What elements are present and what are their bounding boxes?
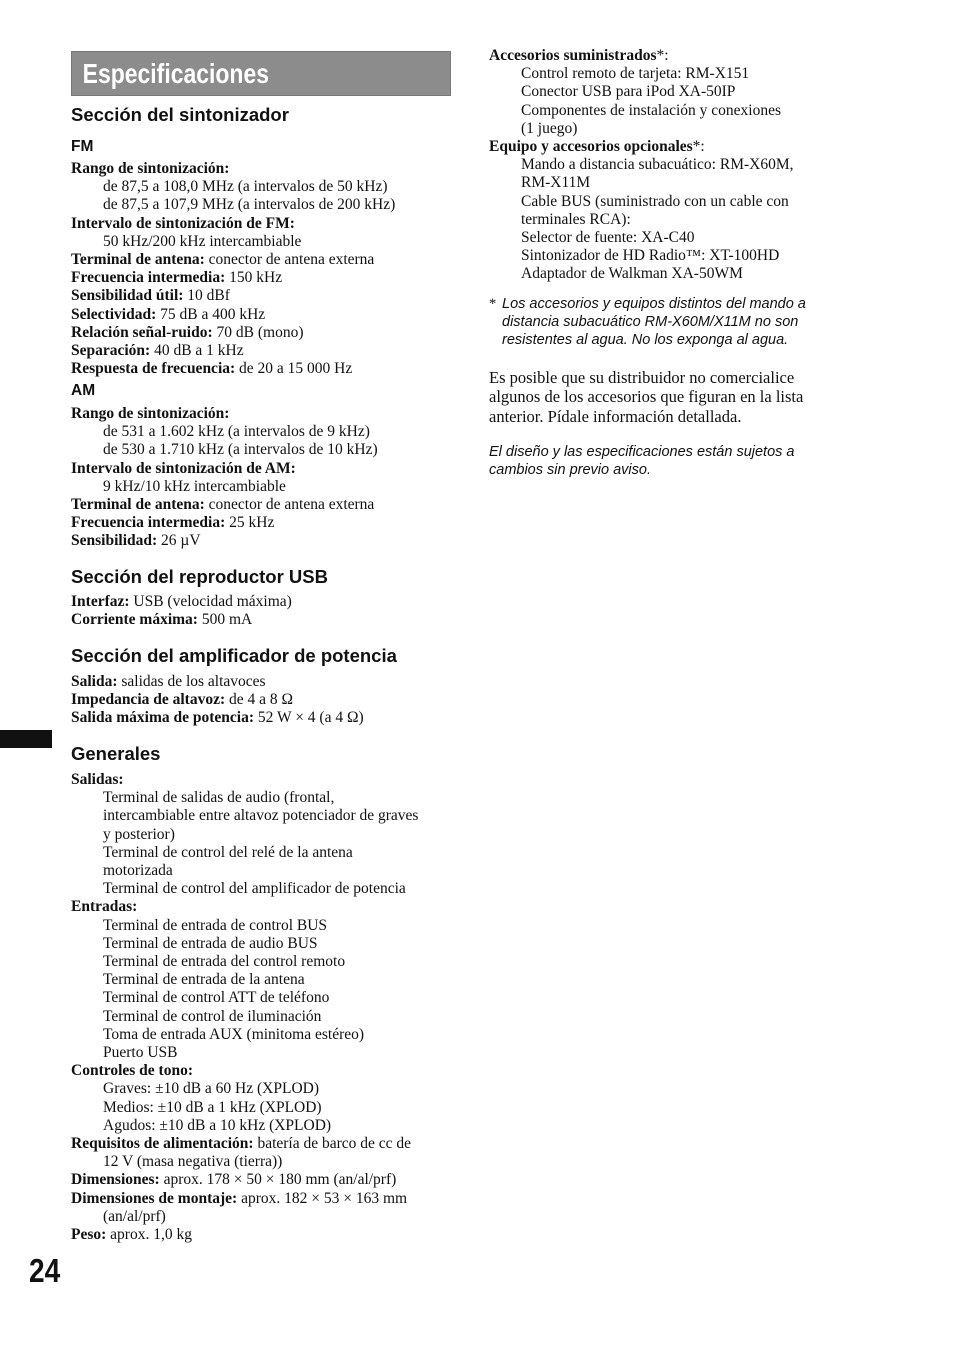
inputs-item: Toma de entrada AUX (minitoma estéreo)	[103, 1025, 365, 1043]
section-heading-amplifier: Sección del amplificador de potencia	[71, 645, 397, 666]
general-specs	[71, 771, 418, 1244]
am-sens-label: Sensibilidad:	[71, 532, 158, 550]
usb-current-value: 500 mA	[197, 611, 253, 629]
outputs-item: Terminal de salidas de audio (frontal,	[103, 789, 335, 807]
am-interval-label: Intervalo de sintonización de AM:	[71, 459, 296, 477]
fm-sens-label: Sensibilidad útil:	[71, 287, 184, 305]
power-label: Requisitos de alimentación:	[71, 1135, 254, 1153]
fm-range-label: Rango de sintonización:	[71, 160, 230, 177]
fm-range-2: de 87,5 a 107,9 MHz (a intervalos de 200 kHz)	[103, 196, 396, 214]
optional-item: Cable BUS (suministrado con un cable con	[521, 192, 789, 210]
dimensions-label: Dimensiones:	[71, 1171, 160, 1189]
disclaimer	[489, 443, 794, 479]
disclaimer-line: El diseño y las especificaciones están sujetos a	[489, 444, 795, 460]
inputs-item: Terminal de entrada del control remoto	[103, 953, 346, 971]
accessories-footnote	[489, 295, 806, 349]
supplied-label: Accesorios suministrados	[489, 47, 657, 64]
supplied-item: Control remoto de tarjeta: RM-X151	[521, 65, 750, 83]
weight-value: aprox. 1,0 kg	[106, 1226, 192, 1244]
amp-specs	[71, 673, 364, 728]
fm-sens-value: 10 dBf	[183, 287, 230, 305]
am-specs	[71, 405, 378, 551]
footnote-line: resistentes al agua. No los exponga al agua.	[502, 332, 789, 348]
fm-interval-value: 50 kHz/200 kHz intercambiable	[103, 232, 302, 250]
amp-output-label: Salida:	[71, 673, 118, 690]
tone-item: Medios: ±10 dB a 1 kHz (XPLOD)	[103, 1098, 322, 1116]
page-title: Especificaciones	[82, 58, 269, 89]
fm-range-1: de 87,5 a 108,0 MHz (a intervalos de 50 kHz)	[103, 178, 388, 196]
optional-label: Equipo y accesorios opcionales	[489, 138, 693, 156]
amp-imp-label: Impedancia de altavoz:	[71, 691, 226, 709]
optional-item: RM-X11M	[521, 174, 591, 192]
outputs-item: intercambiable entre altavoz potenciador de graves	[103, 807, 419, 825]
disclaimer-line: cambios sin previo aviso.	[489, 462, 651, 478]
inputs-item: Terminal de control de iluminación	[103, 1007, 322, 1025]
dealer-note-line: Es posible que su distribuidor no comercialice	[489, 368, 795, 387]
power-value: batería de barco de cc de	[253, 1135, 412, 1153]
usb-current-label: Corriente máxima:	[71, 611, 198, 629]
am-if-value: 25 kHz	[225, 514, 275, 532]
am-range-2: de 530 a 1.710 kHz (a intervalos de 10 kHz)	[103, 441, 378, 459]
section-tab-marker	[0, 730, 52, 748]
fm-sel-value: 75 dB a 400 kHz	[156, 305, 266, 323]
fm-sel-label: Selectividad:	[71, 305, 157, 323]
dealer-note	[489, 368, 803, 426]
page-number: 24	[29, 1252, 61, 1289]
inputs-label: Entradas:	[71, 898, 138, 916]
am-range-label: Rango de sintonización:	[71, 405, 230, 422]
optional-item: terminales RCA):	[521, 210, 631, 228]
optional-item: Mando a distancia subacuático: RM-X60M,	[521, 156, 794, 174]
outputs-item: motorizada	[103, 862, 173, 880]
dealer-note-line: anterior. Pídale información detallada.	[489, 406, 742, 426]
amp-max-value: 52 W × 4 (a 4 Ω)	[254, 709, 364, 727]
amp-imp-value: de 4 a 8 Ω	[225, 691, 294, 709]
am-range-1: de 531 a 1.602 kHz (a intervalos de 9 kHz)	[103, 423, 370, 441]
am-antenna-value: conector de antena externa	[204, 496, 375, 514]
footnote-line: distancia subacuático RM-X60M/X11M no son	[502, 314, 799, 330]
outputs-label: Salidas:	[71, 771, 124, 788]
amp-max-label: Salida máxima de potencia:	[71, 709, 254, 727]
footnote-mark: *	[489, 296, 497, 312]
inputs-item: Puerto USB	[103, 1044, 178, 1062]
mount-dimensions-label: Dimensiones de montaje:	[71, 1189, 238, 1207]
tone-item: Agudos: ±10 dB a 10 kHz (XPLOD)	[103, 1116, 332, 1134]
weight-label: Peso:	[71, 1226, 107, 1244]
usb-interface-value: USB (velocidad máxima)	[129, 593, 292, 610]
tone-item: Graves: ±10 dB a 60 Hz (XPLOD)	[103, 1080, 319, 1098]
optional-item: Adaptador de Walkman XA-50WM	[521, 265, 743, 283]
title-bar	[71, 51, 451, 96]
tone-label: Controles de tono:	[71, 1062, 193, 1080]
fm-if-label: Frecuencia intermedia:	[71, 269, 226, 287]
subheading-fm: FM	[71, 138, 94, 155]
subheading-am: AM	[71, 382, 96, 399]
amp-output-value: salidas de los altavoces	[117, 673, 266, 690]
fm-antenna-value: conector de antena externa	[204, 251, 375, 269]
fm-specs	[71, 160, 395, 378]
outputs-item: Terminal de control del relé de la antena	[103, 843, 353, 861]
fm-antenna-label: Terminal de antena:	[71, 251, 205, 269]
section-heading-tuner: Sección del sintonizador	[71, 104, 289, 125]
accessories-specs	[489, 47, 793, 284]
optional-item: Sintonizador de HD Radio™: XT-100HD	[521, 247, 780, 265]
inputs-item: Terminal de entrada de control BUS	[103, 916, 328, 934]
inputs-item: Terminal de entrada de la antena	[103, 971, 305, 989]
dimensions-value: aprox. 178 × 50 × 180 mm (an/al/prf)	[159, 1171, 397, 1189]
mount-dimensions-value: aprox. 182 × 53 × 163 mm	[237, 1189, 408, 1207]
fm-interval-label: Intervalo de sintonización de FM:	[71, 214, 295, 232]
fm-sep-value: 40 dB a 1 kHz	[150, 342, 244, 360]
fm-freq-label: Respuesta de frecuencia:	[71, 360, 236, 378]
supplied-item: Componentes de instalación y conexiones	[521, 101, 781, 119]
inputs-item: Terminal de entrada de audio BUS	[103, 934, 318, 952]
mount-dimensions-value-2: (an/al/prf)	[103, 1207, 166, 1225]
outputs-item: Terminal de control del amplificador de potencia	[103, 880, 406, 898]
supplied-item: (1 juego)	[521, 119, 578, 137]
am-antenna-label: Terminal de antena:	[71, 496, 205, 514]
fm-freq-value: de 20 a 15 000 Hz	[235, 360, 353, 378]
footnote-line: Los accesorios y equipos distintos del mando a	[502, 296, 806, 312]
am-if-label: Frecuencia intermedia:	[71, 514, 226, 532]
supplied-mark: *:	[656, 47, 669, 64]
inputs-item: Terminal de control ATT de teléfono	[103, 989, 330, 1007]
optional-mark: *:	[692, 138, 705, 156]
usb-interface-label: Interfaz:	[71, 593, 130, 610]
fm-sep-label: Separación:	[71, 342, 151, 360]
supplied-item: Conector USB para iPod XA-50IP	[521, 83, 736, 101]
usb-specs	[71, 593, 292, 629]
power-value-2: 12 V (masa negativa (tierra))	[103, 1153, 283, 1171]
outputs-item: y posterior)	[103, 825, 175, 843]
fm-if-value: 150 kHz	[225, 269, 283, 287]
fm-snr-value: 70 dB (mono)	[212, 323, 304, 341]
optional-item: Selector de fuente: XA-C40	[521, 229, 695, 247]
section-heading-general: Generales	[71, 743, 161, 764]
dealer-note-line: algunos de los accesorios que figuran en la lista	[489, 387, 804, 407]
am-sens-value: 26 µV	[157, 532, 201, 550]
am-interval-value: 9 kHz/10 kHz intercambiable	[103, 477, 286, 495]
section-heading-usb: Sección del reproductor USB	[71, 566, 328, 587]
fm-snr-label: Relación señal-ruido:	[71, 323, 213, 341]
